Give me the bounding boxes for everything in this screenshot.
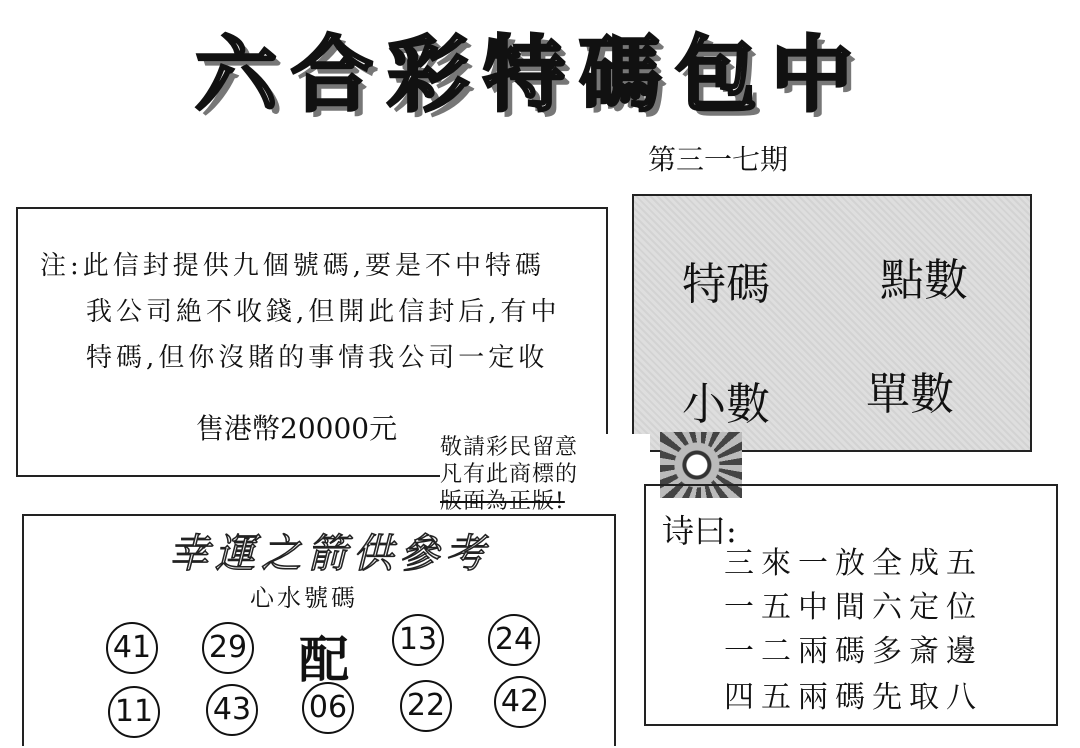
number-circle: 13 — [392, 614, 444, 666]
number-circle: 11 — [108, 686, 160, 738]
notice-line-2: 凡有此商標的 — [440, 462, 579, 487]
page-title: 六合彩特碼包中 — [195, 27, 868, 123]
number-circle: 24 — [488, 614, 540, 666]
note-line-3: 特碼,但你沒賭的事情我公司一定收 — [86, 343, 549, 373]
poem-line-1: 三來一放全成五 — [724, 546, 983, 581]
number-circle: 29 — [202, 622, 254, 674]
lucky-title: 幸運之箭供參考 — [169, 531, 491, 577]
notice-line-3: 版面為正版! — [440, 489, 565, 514]
number-circle: 43 — [206, 684, 258, 736]
lucky-subtitle: 心水號碼 — [250, 584, 358, 612]
grid-bottom-right: 單數 — [866, 369, 954, 420]
grid-bottom-left: 小數 — [682, 379, 770, 430]
grid-top-left: 特碼 — [682, 259, 770, 310]
price-text: 售港幣20000元 — [196, 412, 398, 445]
lucky-numbers-box — [22, 514, 616, 746]
poem-label: 诗曰: — [662, 512, 737, 550]
issue-number: 第三一七期 — [648, 143, 789, 176]
authenticity-notice — [440, 434, 650, 515]
number-circle: 41 — [106, 622, 158, 674]
poem-line-2: 一五中間六定位 — [724, 590, 983, 625]
note-line-1: 注:此信封提供九個號碼,要是不中特碼 — [40, 251, 546, 281]
center-character: 配 — [299, 630, 349, 689]
note-line-2: 我公司絶不收錢,但開此信封后,有中 — [86, 297, 561, 327]
poem-line-3: 一二兩碼多斎邊 — [724, 634, 983, 669]
notice-line-1: 敬請彩民留意 — [440, 435, 579, 460]
category-grid — [632, 194, 1032, 452]
grid-top-right: 點數 — [880, 255, 968, 306]
number-circle: 22 — [400, 680, 452, 732]
number-circle: 06 — [302, 682, 354, 734]
poem-line-4: 四五兩碼先取八 — [724, 680, 983, 715]
number-circle: 42 — [494, 676, 546, 728]
poem-box — [644, 484, 1058, 726]
